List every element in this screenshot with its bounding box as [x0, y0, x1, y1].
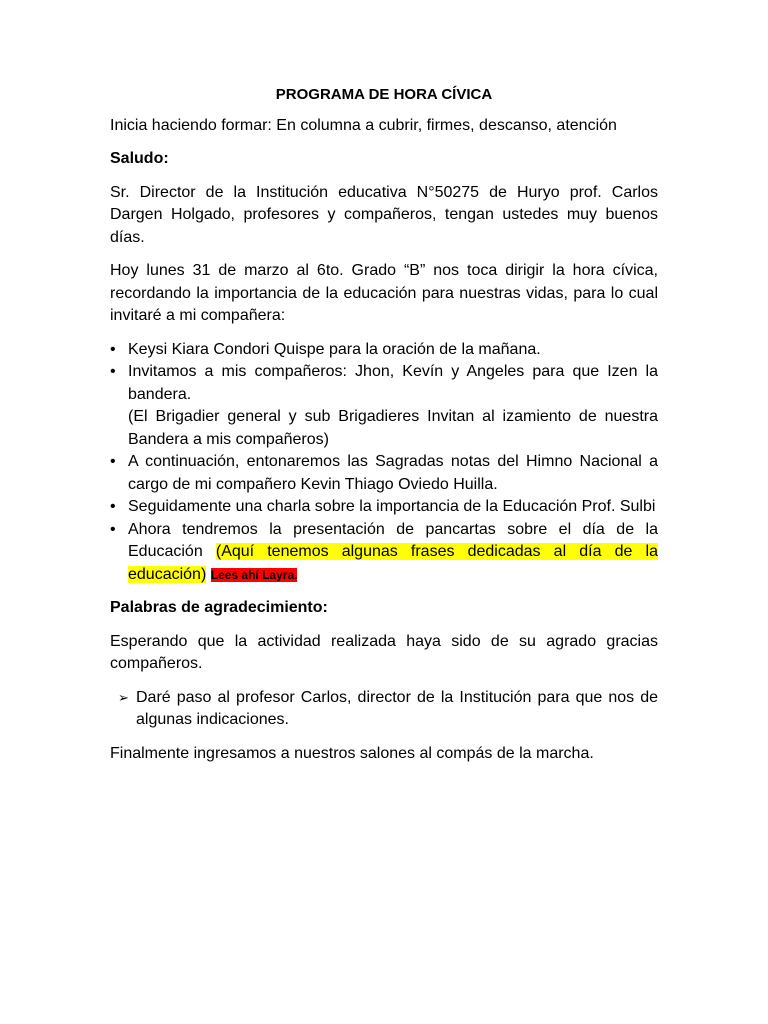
document-title: PROGRAMA DE HORA CÍVICA — [275, 86, 493, 103]
list-item-text: Daré paso al profesor Carlos, director de la Institución para que nos de algunas indicaciones. — [136, 688, 658, 728]
list-item — [110, 687, 658, 732]
list-item-text: A continuación, entonaremos las Sagradas notas del Himno Nacional a cargo de mi compañero Kevin Thiago Oviedo Huilla. — [128, 453, 658, 493]
context-paragraph: Hoy lunes 31 de marzo al 6to. Grado “B” nos toca dirigir la hora cívica, recordando la importancia de la educación para nuestras vidas, para lo cual invitaré a mi compañera: — [110, 262, 658, 324]
bullet-icon: • — [110, 498, 116, 515]
activities-list — [110, 339, 658, 587]
yellow-highlight-text: (Aquí tenemos algunas frases dedicadas al día de la educación) — [128, 543, 658, 583]
list-item — [110, 496, 658, 519]
intro-paragraph: Inicia haciendo formar: En columna a cubrir, firmes, descanso, atención — [110, 116, 617, 134]
greeting-paragraph: Sr. Director de la Institución educativa N°50275 de Huryo prof. Carlos Dargen Holgado, profesores y compañeros, tengan ustedes muy buenos días. — [110, 183, 658, 246]
document-page — [110, 84, 658, 776]
list-item — [110, 451, 658, 496]
greeting-heading: Saludo: — [110, 150, 169, 167]
bullet-icon: • — [110, 363, 116, 380]
arrow-list — [110, 687, 658, 732]
thanks-paragraph: Esperando que la actividad realizada haya sido de su agrado gracias compañeros. — [110, 632, 658, 672]
list-item-text: Keysi Kiara Condori Quispe para la oración de la mañana. — [128, 340, 541, 358]
thanks-heading: Palabras de agradecimiento: — [110, 599, 328, 616]
arrow-bullet-icon: ➢ — [118, 689, 129, 705]
bullet-icon: • — [110, 340, 116, 358]
list-item-note: (El Brigadier general y sub Brigadieres Invitan al izamiento de nuestra Bandera a mis compañeros) — [128, 408, 658, 448]
list-item-text: Seguidamente una charla sobre la importancia de la Educación Prof. Sulbi — [128, 498, 656, 515]
closing-paragraph: Finalmente ingresamos a nuestros salones al compás de la marcha. — [110, 744, 594, 762]
bullet-icon: • — [110, 453, 116, 470]
list-item — [110, 519, 658, 587]
list-item-text: Invitamos a mis compañeros: Jhon, Kevín y Angeles para que Izen la bandera. — [128, 363, 658, 403]
list-item — [110, 339, 658, 362]
bullet-icon: • — [110, 520, 116, 538]
list-item — [110, 361, 658, 451]
list-item-text: Ahora tendremos la presentación de pancartas sobre el día de la Educación — [128, 520, 658, 560]
red-highlight-note: Lees ahí Layra. — [210, 567, 298, 582]
